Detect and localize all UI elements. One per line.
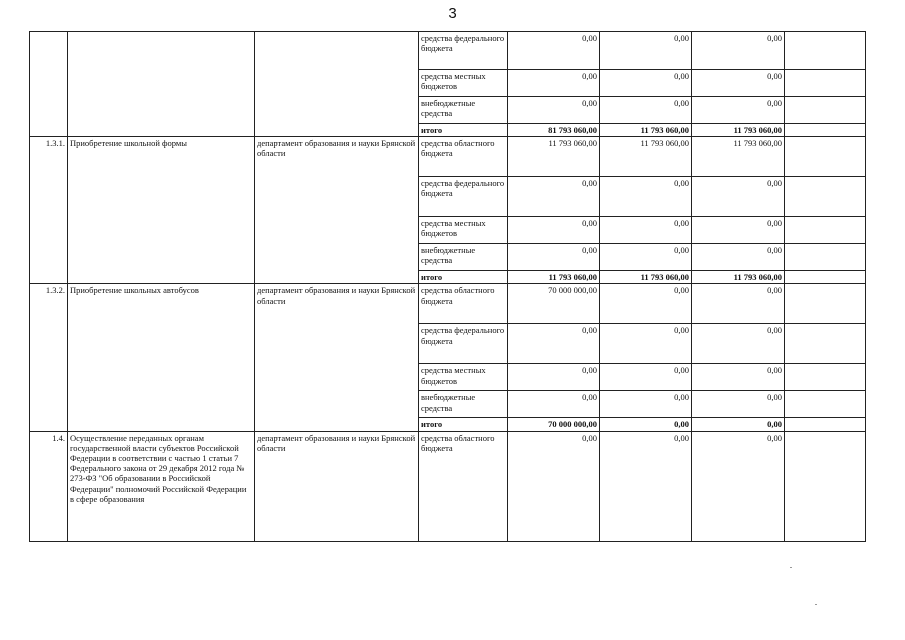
source-cell: средства областного бюджета [419, 431, 508, 541]
source-cell: итого [419, 418, 508, 431]
title-cell [68, 32, 255, 137]
value-cell: 0,00 [600, 32, 692, 70]
value-cell: 0,00 [692, 391, 785, 418]
source-cell: внебюджетные средства [419, 244, 508, 271]
value-cell: 0,00 [508, 431, 600, 541]
budget-table [29, 31, 866, 542]
value-cell: 0,00 [692, 431, 785, 541]
page-number: 3 [448, 5, 457, 22]
empty-cell [785, 244, 866, 271]
value-cell: 0,00 [600, 431, 692, 541]
value-cell: 0,00 [508, 217, 600, 244]
value-cell: 0,00 [600, 324, 692, 364]
value-cell: 0,00 [508, 32, 600, 70]
value-cell: 0,00 [508, 324, 600, 364]
empty-cell [785, 391, 866, 418]
source-cell: средства местных бюджетов [419, 217, 508, 244]
item-code: 1.3.1. [30, 137, 68, 284]
item-code: 1.4. [30, 431, 68, 541]
value-cell: 70 000 000,00 [508, 284, 600, 324]
value-cell: 0,00 [508, 364, 600, 391]
empty-cell [785, 284, 866, 324]
value-cell: 0,00 [600, 244, 692, 271]
value-cell: 11 793 060,00 [600, 124, 692, 137]
source-cell: средства местных бюджетов [419, 364, 508, 391]
table-row [30, 137, 866, 177]
value-cell: 0,00 [692, 364, 785, 391]
value-cell: 0,00 [600, 97, 692, 124]
value-cell: 11 793 060,00 [692, 271, 785, 284]
value-cell: 0,00 [600, 284, 692, 324]
empty-cell [785, 97, 866, 124]
value-cell: 11 793 060,00 [508, 137, 600, 177]
source-cell: средства федерального бюджета [419, 324, 508, 364]
empty-cell [785, 217, 866, 244]
item-title: Осуществление переданных органам государственной власти субъектов Российской Федерации в соответствии с частью 1 статьи 7 Федерального закона от 29 декабря 2012 года № 273-ФЗ "Об образовании в Российской Федерации" полномочий Российской Федерации в сфере образования [68, 431, 255, 541]
value-cell: 0,00 [508, 97, 600, 124]
value-cell: 0,00 [692, 324, 785, 364]
empty-cell [785, 431, 866, 541]
value-cell: 0,00 [692, 97, 785, 124]
item-title: Приобретение школьных автобусов [68, 284, 255, 431]
value-cell: 0,00 [692, 177, 785, 217]
empty-cell [785, 177, 866, 217]
empty-cell [785, 324, 866, 364]
empty-cell [785, 137, 866, 177]
empty-cell [785, 418, 866, 431]
value-cell: 0,00 [508, 244, 600, 271]
item-title: Приобретение школьной формы [68, 137, 255, 284]
empty-cell [785, 271, 866, 284]
value-cell: 0,00 [600, 364, 692, 391]
empty-cell [785, 364, 866, 391]
value-cell: 0,00 [600, 177, 692, 217]
source-cell: внебюджетные средства [419, 97, 508, 124]
value-cell: 11 793 060,00 [600, 137, 692, 177]
value-cell: 0,00 [692, 217, 785, 244]
item-code: 1.3.2. [30, 284, 68, 431]
table-row [30, 32, 866, 70]
source-cell: итого [419, 124, 508, 137]
value-cell: 0,00 [508, 391, 600, 418]
value-cell: 0,00 [600, 70, 692, 97]
source-cell: средства областного бюджета [419, 284, 508, 324]
source-cell: средства областного бюджета [419, 137, 508, 177]
scan-speck [815, 604, 817, 605]
value-cell: 70 000 000,00 [508, 418, 600, 431]
item-executor: департамент образования и науки Брянской области [255, 284, 419, 431]
empty-cell [785, 124, 866, 137]
item-executor: департамент образования и науки Брянской области [255, 431, 419, 541]
empty-cell [785, 32, 866, 70]
value-cell: 0,00 [600, 391, 692, 418]
value-cell: 0,00 [600, 217, 692, 244]
value-cell: 11 793 060,00 [508, 271, 600, 284]
value-cell: 0,00 [692, 284, 785, 324]
source-cell: внебюджетные средства [419, 391, 508, 418]
executor-cell [255, 32, 419, 137]
code-cell [30, 32, 68, 137]
source-cell: средства местных бюджетов [419, 70, 508, 97]
value-cell: 0,00 [692, 418, 785, 431]
value-cell: 0,00 [692, 70, 785, 97]
value-cell: 11 793 060,00 [692, 137, 785, 177]
value-cell: 0,00 [508, 177, 600, 217]
empty-cell [785, 70, 866, 97]
value-cell: 11 793 060,00 [692, 124, 785, 137]
table-row [30, 431, 866, 541]
table-row [30, 284, 866, 324]
value-cell: 0,00 [508, 70, 600, 97]
source-cell: средства федерального бюджета [419, 177, 508, 217]
scan-speck [790, 567, 792, 568]
value-cell: 0,00 [692, 32, 785, 70]
source-cell: итого [419, 271, 508, 284]
value-cell: 81 793 060,00 [508, 124, 600, 137]
value-cell: 0,00 [600, 418, 692, 431]
source-cell: средства федерального бюджета [419, 32, 508, 70]
value-cell: 0,00 [692, 244, 785, 271]
item-executor: департамент образования и науки Брянской области [255, 137, 419, 284]
value-cell: 11 793 060,00 [600, 271, 692, 284]
